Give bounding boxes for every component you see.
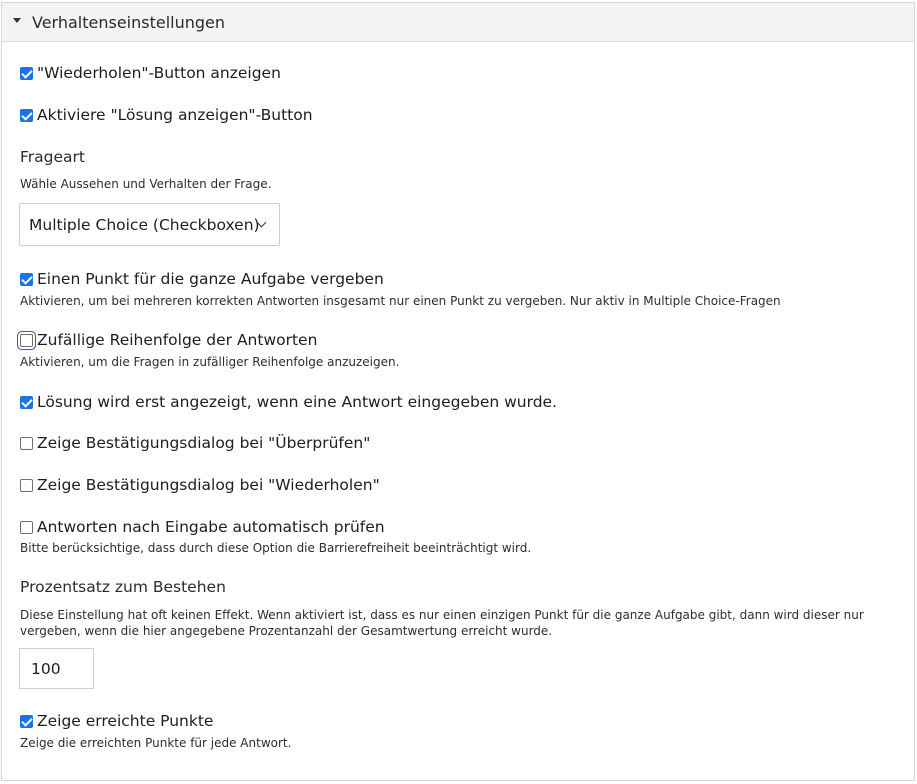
solution-button-label[interactable]: Aktiviere "Lösung anzeigen"-Button: [37, 106, 313, 124]
show-points-checkbox[interactable]: [20, 715, 33, 728]
pass-percentage-description-line2: vergeben, wenn die hier angegebene Prozentanzahl der Gesamtwertung erreicht wurde.: [20, 624, 553, 638]
random-order-label[interactable]: Zufällige Reihenfolge der Antworten: [37, 331, 318, 349]
confirm-retry-checkbox[interactable]: [20, 479, 33, 492]
single-point-checkbox[interactable]: [20, 273, 33, 286]
confirm-retry-label[interactable]: Zeige Bestätigungsdialog bei "Wiederholen": [37, 476, 380, 494]
auto-check-description: Bitte berücksichtige, dass durch diese Option die Barrierefreiheit beeinträchtigt wird.: [20, 541, 532, 555]
confirm-check-label[interactable]: Zeige Bestätigungsdialog bei "Überprüfen": [37, 434, 371, 452]
solution-after-answer-label[interactable]: Lösung wird erst angezeigt, wenn eine Antwort eingegeben wurde.: [37, 393, 558, 411]
random-order-description: Aktivieren, um die Fragen in zufälliger Reihenfolge anzuzeigen.: [20, 355, 400, 369]
auto-check-checkbox[interactable]: [20, 521, 33, 534]
question-type-description: Wähle Aussehen und Verhalten der Frage.: [20, 177, 272, 191]
retry-button-label[interactable]: "Wiederholen"-Button anzeigen: [37, 64, 281, 82]
single-point-label[interactable]: Einen Punkt für die ganze Aufgabe vergeben: [37, 270, 384, 288]
solution-after-answer-checkbox[interactable]: [20, 396, 33, 409]
single-point-description: Aktivieren, um bei mehreren korrekten Antworten insgesamt nur einen Punkt zu vergeben. Nur aktiv in Multiple Choice-Fragen: [20, 294, 781, 308]
pass-percentage-input[interactable]: [19, 648, 94, 689]
pass-percentage-value: 100: [31, 660, 61, 678]
question-type-label: Frageart: [20, 148, 85, 166]
pass-percentage-label: Prozentsatz zum Bestehen: [20, 578, 226, 596]
auto-check-label[interactable]: Antworten nach Eingabe automatisch prüfen: [37, 518, 385, 536]
show-points-label[interactable]: Zeige erreichte Punkte: [37, 712, 214, 730]
panel-header[interactable]: [2, 3, 914, 42]
question-type-selected-value: Multiple Choice (Checkboxen): [29, 216, 260, 234]
solution-button-checkbox[interactable]: [20, 109, 33, 122]
retry-button-checkbox[interactable]: [20, 67, 33, 80]
random-order-checkbox[interactable]: [20, 334, 33, 347]
question-type-select[interactable]: [19, 203, 280, 246]
show-points-description: Zeige die erreichten Punkte für jede Antwort.: [20, 736, 292, 750]
caret-down-icon: [13, 18, 21, 23]
pass-percentage-description-line1: Diese Einstellung hat oft keinen Effekt. Wenn aktiviert ist, dass es nur einen einzigen Punkt für die ganze Aufgabe gibt, dann wird dieser nur: [20, 608, 864, 622]
confirm-check-checkbox[interactable]: [20, 437, 33, 450]
panel-title: Verhaltenseinstellungen: [32, 13, 226, 32]
